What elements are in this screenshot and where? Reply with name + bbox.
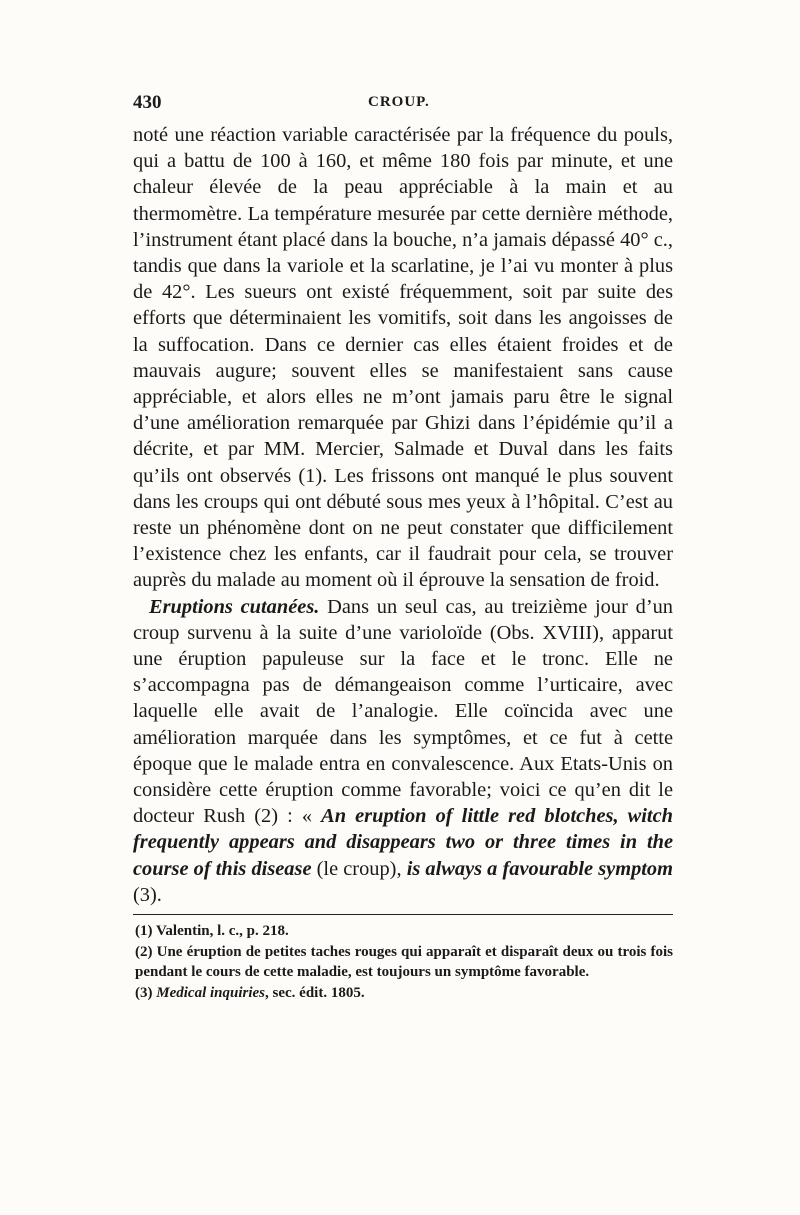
rush-quote-b: is always a favourable symptom xyxy=(406,857,673,880)
paragraph-text-c: (3). xyxy=(133,883,162,906)
book-page xyxy=(133,92,673,1003)
paragraph-text-a: Dans un seul cas, au treizième jour d’un croup survenu à la suite d’une varioloïde (Obs. XVIII), apparut une éruption papuleuse sur la face et le tronc. Elle ne s’accompagna pas de démangeaison comme l’urticaire, avec laquelle elle avait de l’analogie. Elle coïncida avec une amélioration marquée dans les symptômes, et ce fut à cette époque que le malade entra en convalescence. Aux Etats-Unis on considère cette éruption comme favorable; voici ce qu’en dit le docteur Rush (2) : « xyxy=(133,595,673,828)
footnote-3-rest: , sec. édit. 1805. xyxy=(265,984,365,1001)
footnote-divider xyxy=(133,914,673,915)
footnote-3-title: Medical inquiries xyxy=(156,984,266,1001)
footnote-2: (2) Une éruption de petites taches rouges qui apparaît et disparaît deux ou trois fois pendant le cours de cette maladie, est toujours un symptôme favorable. xyxy=(135,943,673,981)
paragraph-text-b: (le croup), xyxy=(311,857,407,880)
paragraph-cutaneous-eruptions xyxy=(133,594,673,908)
section-heading: Eruptions cutanées. xyxy=(149,595,320,618)
footnotes xyxy=(133,921,673,1003)
body-text xyxy=(133,122,673,908)
paragraph-pulse-temperature: noté une réaction variable caractérisée par la fréquence du pouls, qui a battu de 100 à 160, et même 180 fois par minute, et une chaleur élevée de la peau appréciable à la main et au thermomètre. La température mesurée par cette dernière méthode, l’instrument étant placé dans la bouche, n’a jamais dépassé 40° c., tandis que dans la variole et la scarlatine, je l’ai vu monter à plus de 42°. Les sueurs ont existé fréquemment, soit par suite des efforts que déterminaient les vomitifs, soit dans les angoisses de la suffocation. Dans ce dernier cas elles étaient froides et de mauvais augure; souvent elles se manifestaient sans cause appréciable, et alors elles ne m’ont jamais paru être le signal d’une amélioration remarquée par Ghizi dans l’épidémie qu’il a décrite, et par MM. Mercier, Salmade et Duval dans les faits qu’ils ont observés (1). Les frissons ont manqué le plus souvent dans les croups qui ont débuté sous mes yeux à l’hôpital. C’est au reste un phénomène dont on ne peut constater que difficilement l’existence chez les enfants, car il faudrait pour cela, se trouver auprès du malade au moment où il éprouve la sensation de froid. xyxy=(133,124,673,592)
page-header xyxy=(133,92,673,122)
footnote-3 xyxy=(135,983,673,1004)
footnote-3-prefix: (3) xyxy=(135,984,157,1001)
running-title: CROUP. xyxy=(368,94,430,110)
rush-quote-a: An eruption of little red blotches, witch frequently appears and disappears two or three times in the course of this disease xyxy=(133,805,673,880)
page-number: 430 xyxy=(133,92,162,113)
footnote-1: (1) Valentin, l. c., p. 218. xyxy=(135,923,289,940)
